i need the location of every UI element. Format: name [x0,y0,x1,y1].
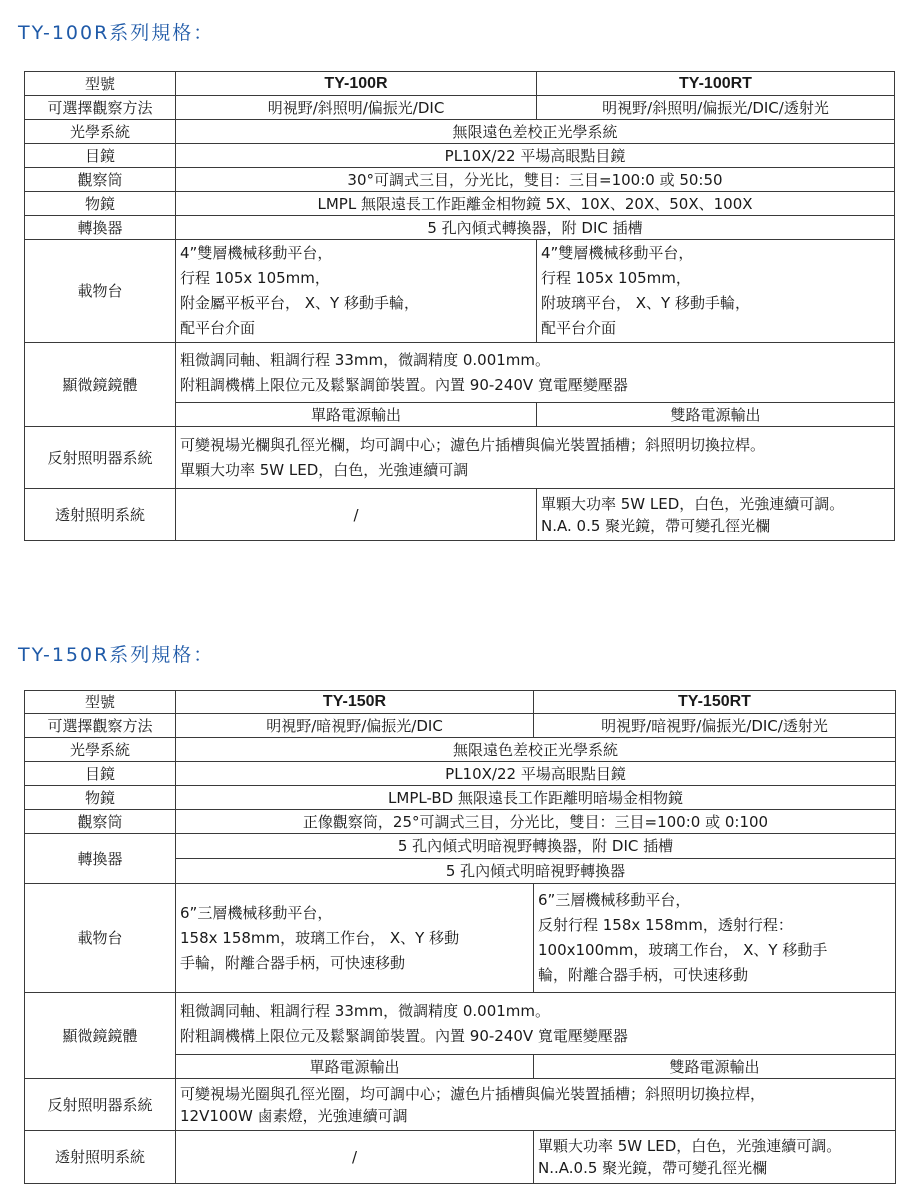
model-b: TY-150RT [534,691,896,714]
optics-value: 無限遠色差校正光學系統 [176,120,895,144]
row-optics [25,120,895,144]
label-objective: 物鏡 [25,192,176,216]
row-objective [25,786,896,810]
objective-value: LMPL-BD 無限遠長工作距離明暗場金相物鏡 [176,786,896,810]
row-body [25,993,896,1055]
objective-value: LMPL 無限遠長工作距離金相物鏡 5X、10X、20X、50X、100X [176,192,895,216]
row-body [25,343,895,403]
power-a: 單路電源輸出 [176,403,537,427]
label-eyepiece: 目鏡 [25,144,176,168]
label-tube: 觀察筒 [25,168,176,192]
reflect-line: 單顆大功率 5W LED，白色，光強連續可調 [180,460,469,479]
nosepiece-value-b: 5 孔內傾式明暗視野轉換器 [176,859,896,884]
reflect-line: 可變視場光圈與孔徑光圈，均可調中心；濾色片插槽與偏光裝置插槽；斜照明切換拉桿， [180,1084,766,1103]
body-line: 粗微調同軸、粗調行程 33mm，微調精度 0.001mm。 [180,350,551,369]
row-nosepiece [25,216,895,240]
row-optics [25,738,896,762]
row-tube [25,168,895,192]
body-line: 附粗調機構上限位元及鬆緊調節裝置。內置 90-240V 寬電壓變壓器 [180,375,628,394]
observe-b: 明視野/斜照明/偏振光/DIC/透射光 [537,96,895,120]
stage-b-line: 附玻璃平台， X、Y 移動手輪， [541,294,750,312]
row-eyepiece [25,144,895,168]
trans-a: / [176,1131,534,1184]
stage-b-line: 配平台介面 [541,319,617,337]
stage-a [176,884,534,993]
trans-a: / [176,489,537,541]
nosepiece-value: 5 孔內傾式轉換器，附 DIC 插槽 [176,216,895,240]
stage-a-line: 配平台介面 [180,319,256,337]
section-title-ty100r: TY-100R系列規格： [18,22,215,44]
stage-b [534,884,896,993]
trans-b-line: 單顆大功率 5W LED，白色，光強連續可調。 [541,494,845,513]
row-tube [25,810,896,834]
stage-b-line: 行程 105x 105mm， [541,269,691,287]
spec-table-ty150r [24,690,896,1184]
tube-value: 正像觀察筒，25°可調式三目，分光比，雙目：三目=100:0 或 0:100 [176,810,896,834]
label-stage: 載物台 [25,240,176,343]
spec-table-ty100r [24,71,895,541]
observe-a: 明視野/斜照明/偏振光/DIC [176,96,537,120]
reflect-line: 可變視場光欄與孔徑光欄，均可調中心；濾色片插槽與偏光裝置插槽；斜照明切換拉桿。 [180,435,766,454]
label-model: 型號 [25,691,176,714]
row-model [25,691,896,714]
power-a: 單路電源輸出 [176,1055,534,1079]
stage-b-line: 輪，附離合器手柄，可快速移動 [538,966,749,984]
row-trans [25,489,895,541]
row-eyepiece [25,762,896,786]
stage-a [176,240,537,343]
label-objective: 物鏡 [25,786,176,810]
stage-b-line: 100x100mm，玻璃工作台， X、Y 移動手 [538,941,828,959]
model-b: TY-100RT [537,72,895,96]
label-model: 型號 [25,72,176,96]
model-a: TY-150R [176,691,534,714]
trans-b-line: N..A.0.5 聚光鏡，帶可變孔徑光欄 [538,1159,768,1177]
stage-a-line: 6”三層機械移動平台， [180,903,333,922]
row-trans [25,1131,896,1184]
observe-b: 明視野/暗視野/偏振光/DIC/透射光 [534,714,896,738]
stage-a-line: 4”雙層機械移動平台， [180,244,333,262]
body-line: 粗微調同軸、粗調行程 33mm，微調精度 0.001mm。 [180,1001,551,1020]
label-observe: 可選擇觀察方法 [25,96,176,120]
reflect-line: 12V100W 鹵素燈，光強連續可調 [180,1106,408,1125]
stage-b-line: 6”三層機械移動平台， [538,891,691,909]
label-trans: 透射照明系統 [25,489,176,541]
label-optics: 光學系統 [25,120,176,144]
nosepiece-value-a: 5 孔內傾式明暗視野轉換器，附 DIC 插槽 [176,834,896,859]
power-b: 雙路電源輸出 [534,1055,896,1079]
row-observe [25,96,895,120]
stage-b [537,240,895,343]
label-nosepiece: 轉換器 [25,834,176,884]
row-observe [25,714,896,738]
reflect-value [176,1079,896,1131]
trans-b-line: 單顆大功率 5W LED，白色，光強連續可調。 [538,1137,842,1155]
row-stage [25,884,896,993]
trans-b-line: N.A. 0.5 聚光鏡，帶可變孔徑光欄 [541,516,771,535]
label-eyepiece: 目鏡 [25,762,176,786]
label-stage: 載物台 [25,884,176,993]
stage-b-line: 4”雙層機械移動平台， [541,244,694,262]
label-reflect: 反射照明器系統 [25,427,176,489]
label-nosepiece: 轉換器 [25,216,176,240]
power-b: 雙路電源輸出 [537,403,895,427]
body-line: 附粗調機構上限位元及鬆緊調節裝置。內置 90-240V 寬電壓變壓器 [180,1026,628,1045]
label-reflect: 反射照明器系統 [25,1079,176,1131]
stage-a-line: 附金屬平板平台， X、Y 移動手輪， [180,294,419,312]
trans-b [534,1131,896,1184]
tube-value: 30°可調式三目，分光比，雙目：三目=100:0 或 50:50 [176,168,895,192]
eyepiece-value: PL10X/22 平場高眼點目鏡 [176,762,896,786]
body-value [176,343,895,403]
stage-b-line: 反射行程 158x 158mm，透射行程： [538,916,793,934]
stage-a-line: 手輪，附離合器手柄，可快速移動 [180,953,406,972]
label-tube: 觀察筒 [25,810,176,834]
row-reflect [25,1079,896,1131]
model-a: TY-100R [176,72,537,96]
reflect-value [176,427,895,489]
label-body: 顯微鏡鏡體 [25,343,176,427]
observe-a: 明視野/暗視野/偏振光/DIC [176,714,534,738]
body-value [176,993,896,1055]
stage-a-line: 行程 105x 105mm， [180,269,330,287]
label-observe: 可選擇觀察方法 [25,714,176,738]
eyepiece-value: PL10X/22 平場高眼點目鏡 [176,144,895,168]
section-title-ty150r: TY-150R系列規格： [18,644,215,666]
trans-b [537,489,895,541]
row-model [25,72,895,96]
row-stage [25,240,895,343]
optics-value: 無限遠色差校正光學系統 [176,738,896,762]
label-optics: 光學系統 [25,738,176,762]
stage-a-line: 158x 158mm，玻璃工作台， X、Y 移動 [180,928,460,947]
row-reflect [25,427,895,489]
label-trans: 透射照明系統 [25,1131,176,1184]
label-body: 顯微鏡鏡體 [25,993,176,1079]
row-nosepiece [25,834,896,859]
row-objective [25,192,895,216]
